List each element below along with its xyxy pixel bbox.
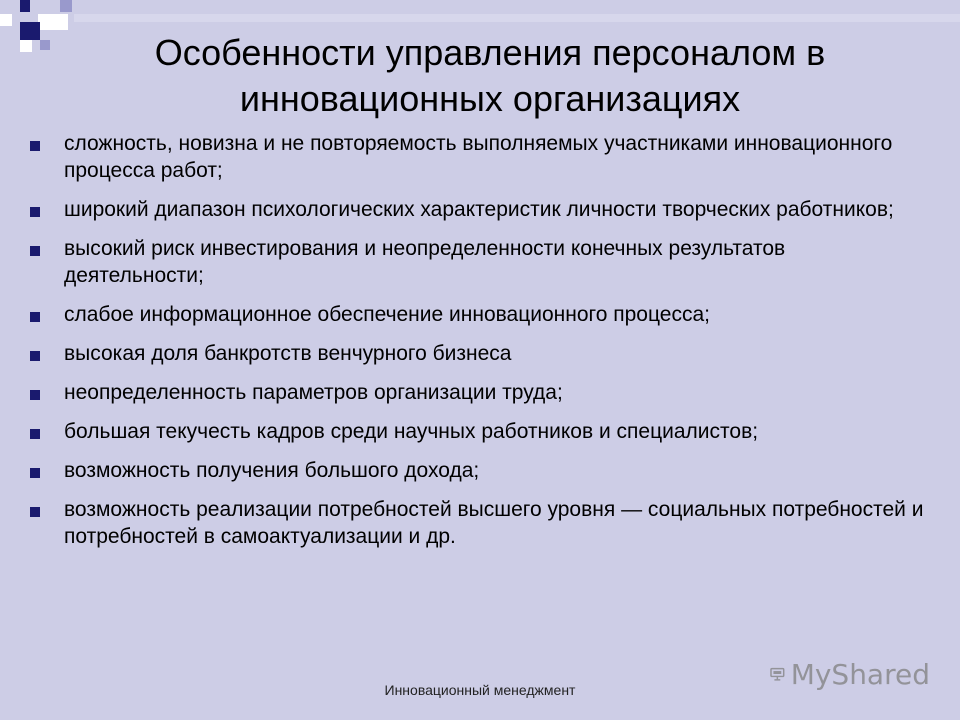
square-bullet-icon xyxy=(30,429,40,439)
bullet-text: высокий риск инвестирования и неопределенности конечных результатов деятельности; xyxy=(64,237,786,287)
bullet-text: высокая доля банкротств венчурного бизнеса xyxy=(64,342,512,365)
decor-square xyxy=(20,22,40,40)
square-bullet-icon xyxy=(30,351,40,361)
bullet-list xyxy=(28,130,928,562)
bullet-text: возможность реализации потребностей высшего уровня — социальных потребностей и потребностей в самоактуализации и др. xyxy=(64,498,924,548)
square-bullet-icon xyxy=(30,468,40,478)
slide-title: Особенности управления персоналом в инновационных организациях xyxy=(154,32,826,119)
decor-square xyxy=(20,40,32,52)
bullet-text: сложность, новизна и не повторяемость выполняемых участниками инновационного процесса работ; xyxy=(64,132,893,182)
watermark-text: MyShared xyxy=(790,657,930,691)
decor-square xyxy=(38,14,68,30)
bullet-text: широкий диапазон психологических характеристик личности творческих работников; xyxy=(64,198,894,221)
square-bullet-icon xyxy=(30,507,40,517)
bullet-text: слабое информационное обеспечение инновационного процесса; xyxy=(64,303,710,326)
list-item xyxy=(28,457,928,484)
list-item xyxy=(28,418,928,445)
decor-square xyxy=(20,0,30,12)
list-item xyxy=(28,235,928,289)
bullet-text: возможность получения большого дохода; xyxy=(64,459,480,482)
square-bullet-icon xyxy=(30,246,40,256)
bullet-text: большая текучесть кадров среди научных работников и специалистов; xyxy=(64,420,759,443)
square-bullet-icon xyxy=(30,312,40,322)
list-item xyxy=(28,130,928,184)
list-item xyxy=(28,496,928,550)
slide-footer: Инновационный менеджмент xyxy=(384,682,576,698)
decor-top-bar xyxy=(74,14,960,22)
square-bullet-icon xyxy=(30,141,40,151)
list-item xyxy=(28,379,928,406)
decor-square xyxy=(60,0,72,12)
decor-square xyxy=(0,14,12,26)
square-bullet-icon xyxy=(30,390,40,400)
bullet-text: неопределенность параметров организации труда; xyxy=(64,381,563,404)
square-bullet-icon xyxy=(30,207,40,217)
list-item xyxy=(28,196,928,223)
list-item xyxy=(28,301,928,328)
list-item xyxy=(28,340,928,367)
